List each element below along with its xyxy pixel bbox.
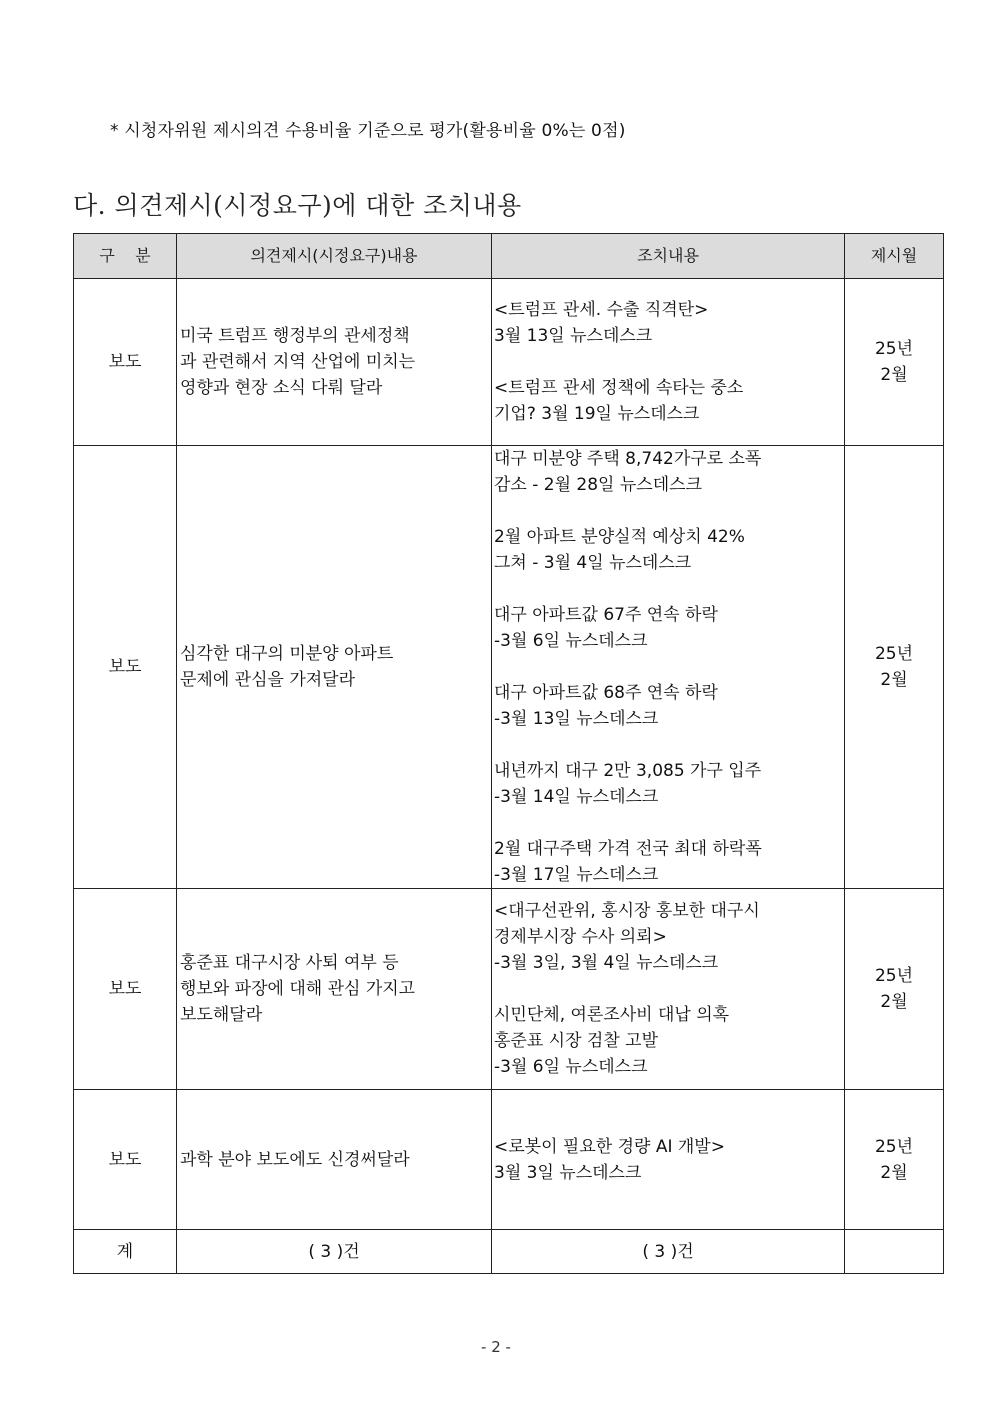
table-row <box>74 446 944 889</box>
row-request <box>177 1090 492 1230</box>
month-month: 2월 <box>880 365 908 385</box>
action-line: 경제부시장 수사 의뢰> <box>494 927 667 947</box>
month-month: 2월 <box>880 992 908 1012</box>
action-line: 2월 대구주택 가격 전국 최대 하락폭 <box>494 839 762 859</box>
row-request <box>177 889 492 1090</box>
table-row <box>74 889 944 1090</box>
row-request <box>177 446 492 889</box>
page-number: - 2 - <box>481 1338 511 1356</box>
header-month: 제시월 <box>845 234 944 279</box>
table-header-row <box>74 234 944 279</box>
row-actions <box>492 1090 845 1230</box>
request-line: 문제에 관심을 가져달라 <box>180 670 356 690</box>
action-line: 3월 13일 뉴스데스크 <box>494 326 653 346</box>
month-year: 25년 <box>874 644 914 664</box>
table-row <box>74 1090 944 1230</box>
section-heading: 다. 의견제시(시정요구)에 대한 조치내용 <box>73 191 522 220</box>
measures-table <box>73 233 944 1274</box>
action-line: -3월 13일 뉴스데스크 <box>494 709 659 729</box>
row-category: 보도 <box>74 889 177 1090</box>
action-line: 그쳐 - 3월 4일 뉴스데스크 <box>494 553 692 573</box>
row-month <box>845 1090 944 1230</box>
action-line: 대구 아파트값 68주 연속 하락 <box>494 683 718 703</box>
action-line: 대구 미분양 주택 8,742가구로 소폭 <box>494 449 762 469</box>
action-line: -3월 14일 뉴스데스크 <box>494 787 659 807</box>
request-line: 과학 분야 보도에도 신경써달라 <box>180 1149 410 1170</box>
action-line: -3월 3일, 3월 4일 뉴스데스크 <box>494 953 719 973</box>
action-line: <대구선관위, 홍시장 홍보한 대구시 <box>494 901 760 921</box>
row-category: 보도 <box>74 279 177 446</box>
action-line: 3월 3일 뉴스데스크 <box>494 1162 642 1183</box>
action-line: 홍준표 시장 검찰 고발 <box>494 1031 659 1051</box>
month-year: 25년 <box>874 1136 914 1157</box>
action-line: -3월 6일 뉴스데스크 <box>494 1057 648 1077</box>
row-actions <box>492 279 845 446</box>
request-line: 과 관련해서 지역 산업에 미치는 <box>180 352 416 372</box>
action-line: 시민단체, 여론조사비 대납 의혹 <box>494 1005 730 1025</box>
request-line: 보도해달라 <box>180 1005 263 1025</box>
evaluation-note: * 시청자위원 제시의견 수용비율 기준으로 평가(활용비율 0%는 0점) <box>110 121 626 141</box>
month-month: 2월 <box>880 670 908 690</box>
action-line: 대구 아파트값 67주 연속 하락 <box>494 605 718 625</box>
header-request: 의견제시(시정요구)내용 <box>177 234 492 279</box>
row-category: 보도 <box>74 1090 177 1230</box>
action-line: 감소 - 2월 28일 뉴스데스크 <box>494 475 702 495</box>
action-line: <트럼프 관세. 수출 직격탄> <box>494 300 709 320</box>
total-action-count: ( 3 )건 <box>492 1230 845 1274</box>
total-label: 계 <box>74 1230 177 1274</box>
total-row <box>74 1230 944 1274</box>
total-month <box>845 1230 944 1274</box>
request-line: 영향과 현장 소식 다뤄 달라 <box>180 378 383 398</box>
action-line: -3월 17일 뉴스데스크 <box>494 865 659 885</box>
request-line: 홍준표 대구시장 사퇴 여부 등 <box>180 953 399 973</box>
request-line: 행보와 파장에 대해 관심 가지고 <box>180 979 416 999</box>
month-month: 2월 <box>880 1162 908 1183</box>
action-line: 내년까지 대구 2만 3,085 가구 입주 <box>494 761 762 781</box>
row-actions <box>492 889 845 1090</box>
row-month <box>845 279 944 446</box>
header-action: 조치내용 <box>492 234 845 279</box>
request-line: 미국 트럼프 행정부의 관세정책 <box>180 326 410 346</box>
total-request-count: ( 3 )건 <box>177 1230 492 1274</box>
row-month <box>845 889 944 1090</box>
row-category: 보도 <box>74 446 177 889</box>
request-line: 심각한 대구의 미분양 아파트 <box>180 644 394 664</box>
month-year: 25년 <box>874 339 914 359</box>
table-row <box>74 279 944 446</box>
action-line: 기업? 3월 19일 뉴스데스크 <box>494 404 700 424</box>
header-category: 구 분 <box>74 234 177 279</box>
row-month <box>845 446 944 889</box>
action-line: <트럼프 관세 정책에 속타는 중소 <box>494 378 744 398</box>
action-line: <로봇이 필요한 경량 AI 개발> <box>494 1136 725 1157</box>
month-year: 25년 <box>874 966 914 986</box>
row-request <box>177 279 492 446</box>
row-actions <box>492 446 845 889</box>
action-line: 2월 아파트 분양실적 예상치 42% <box>494 527 745 547</box>
action-line: -3월 6일 뉴스데스크 <box>494 631 648 651</box>
